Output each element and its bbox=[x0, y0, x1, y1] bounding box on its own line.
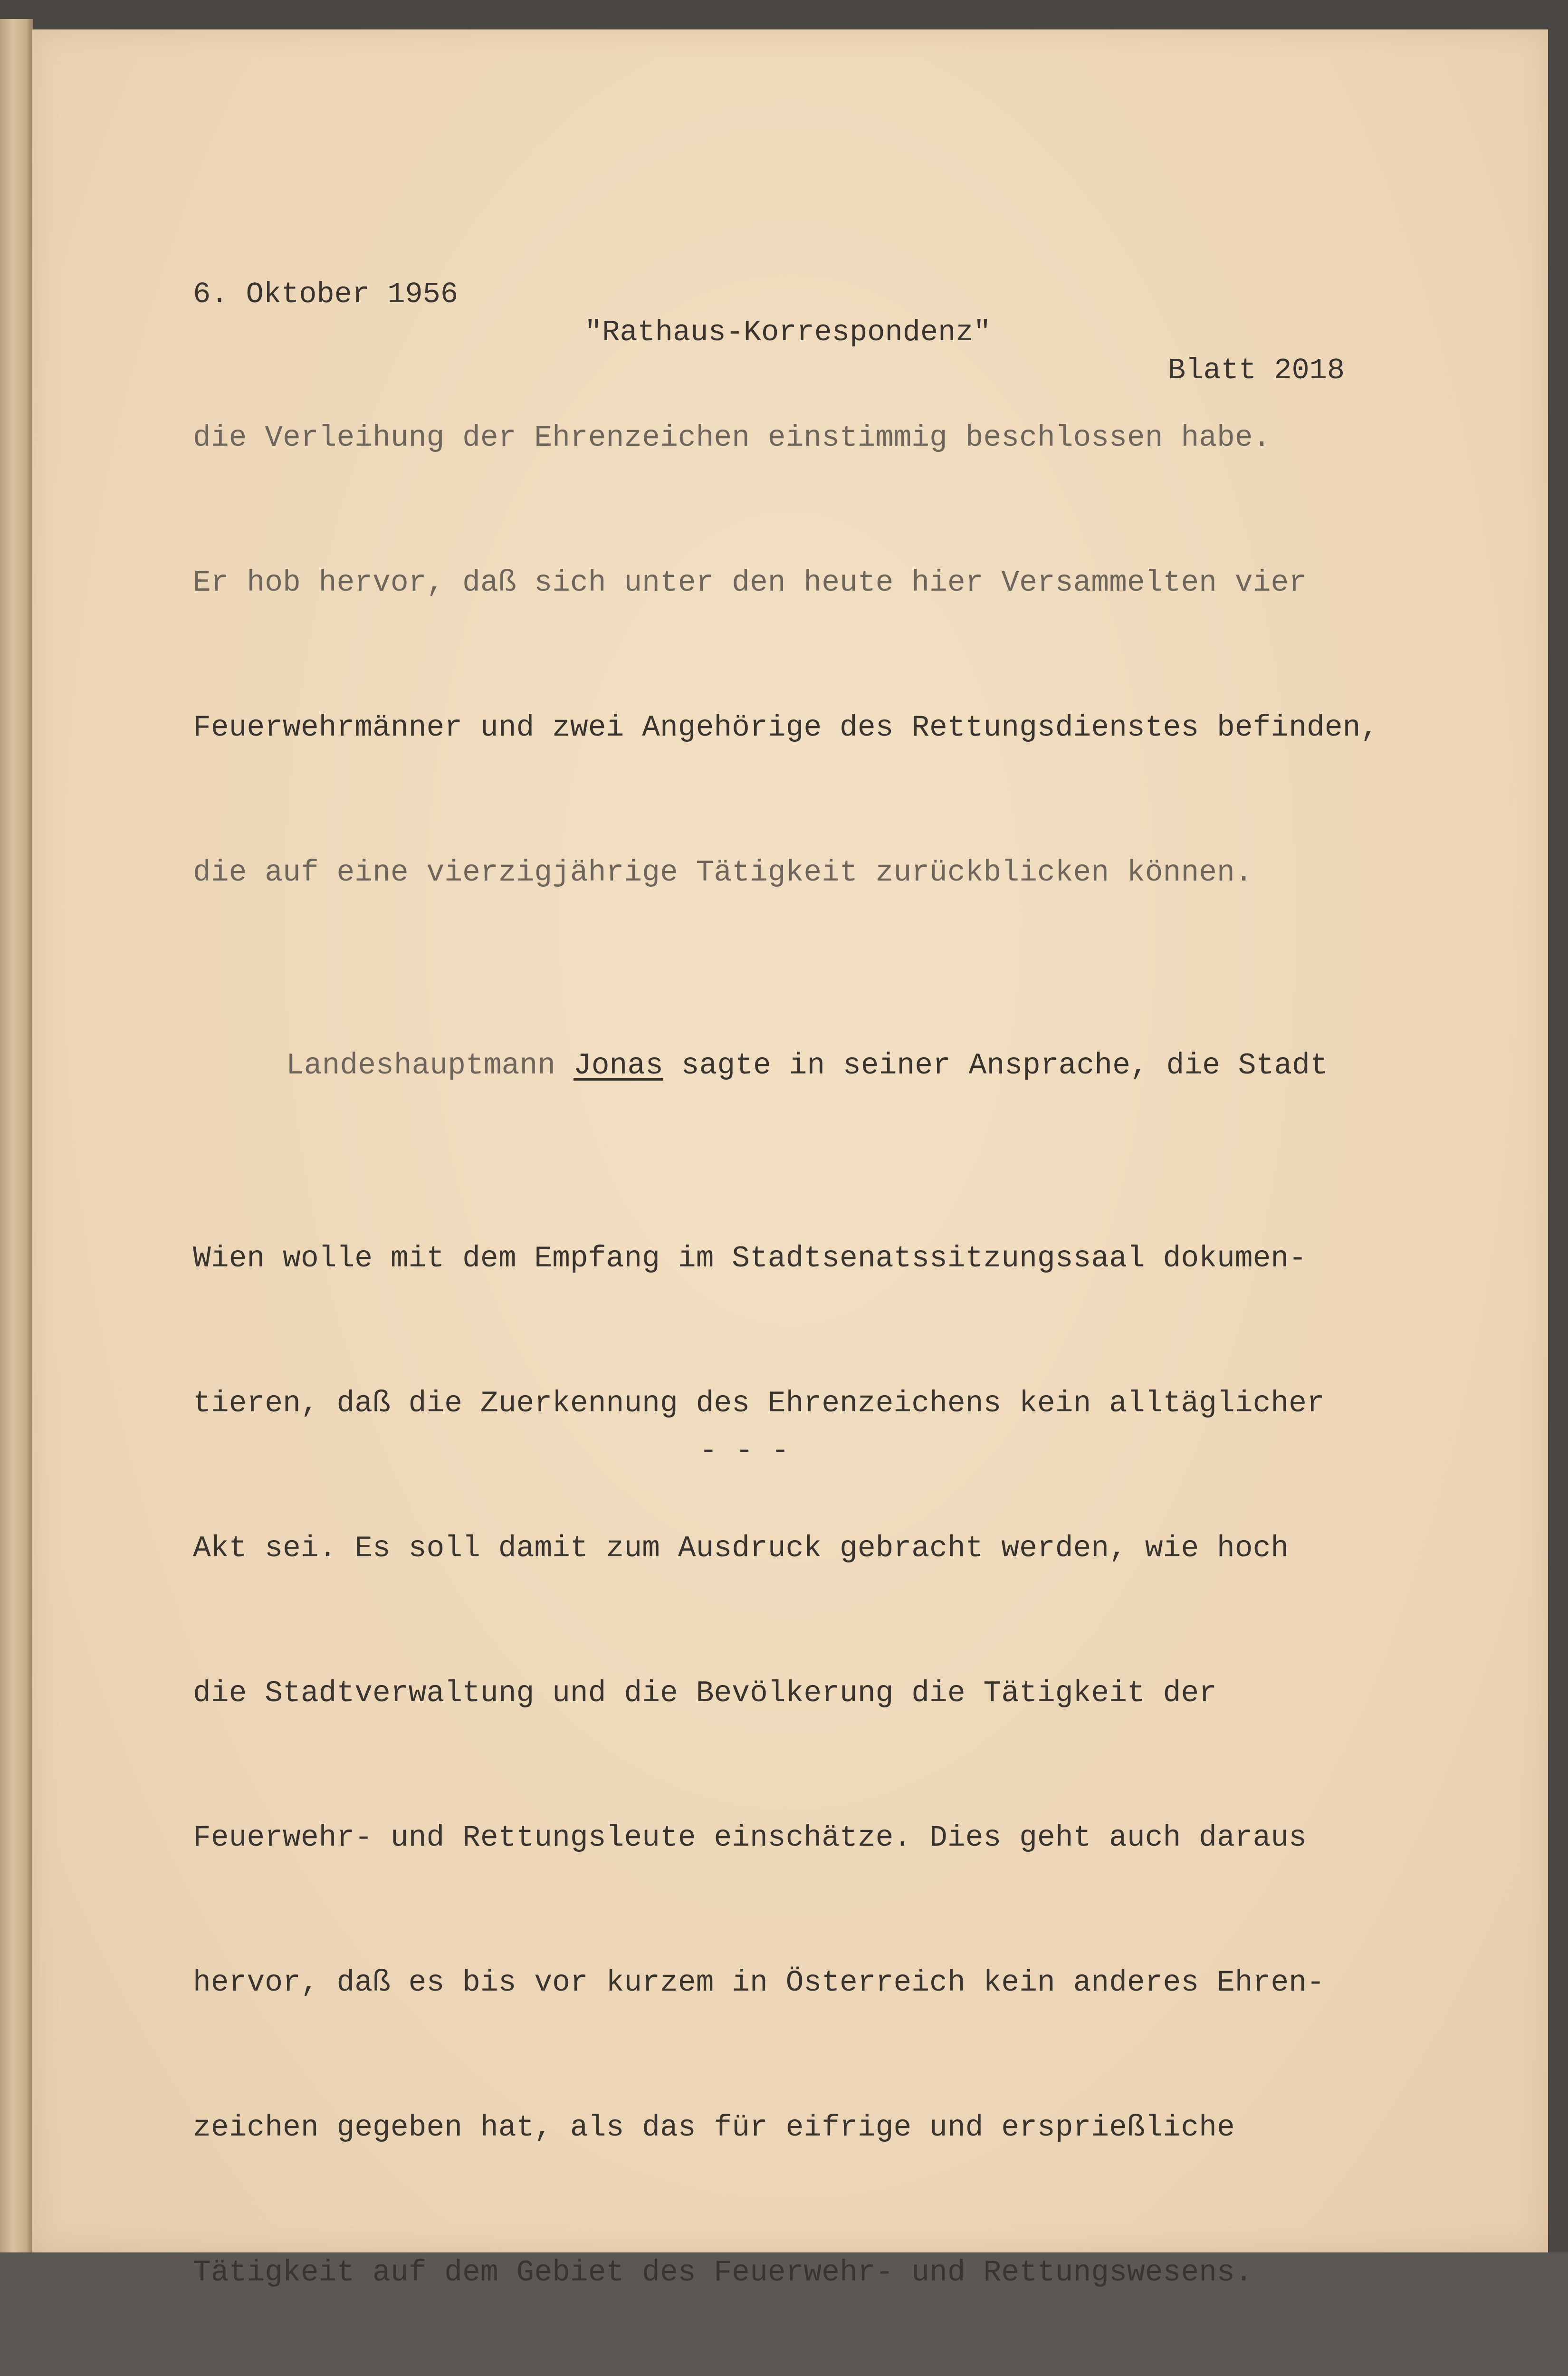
book-edge bbox=[0, 19, 33, 2252]
text-fragment: sagte in seiner Ansprache, die Stadt bbox=[663, 1048, 1328, 1083]
text-line: tieren, daß die Zuerkennung des Ehrenzeichens kein alltäglicher bbox=[193, 1387, 1325, 1421]
text-line: die Stadtverwaltung und die Bevölkerung die Tätigkeit der bbox=[193, 1676, 1217, 1710]
header-title: "Rathaus-Korrespondenz" bbox=[584, 316, 991, 349]
text-line: Akt sei. Es soll damit zum Ausdruck gebracht werden, wie hoch bbox=[193, 1531, 1289, 1565]
header-sheet-number: Blatt 2018 bbox=[1168, 354, 1345, 387]
document-page bbox=[32, 29, 1548, 2290]
text-line: zeichen gegeben hat, als das für eifrige und ersprießliche bbox=[193, 2110, 1235, 2145]
text-line: die Verleihung der Ehrenzeichen einstimmig beschlossen habe. bbox=[193, 421, 1271, 455]
text-line: Tätigkeit auf dem Gebiet des Feuerwehr- und Rettungswesens. bbox=[193, 2255, 1253, 2290]
page-header bbox=[32, 238, 1548, 387]
underlined-name: Jonas bbox=[573, 1048, 663, 1083]
paragraph-start-line bbox=[193, 1042, 1533, 1090]
text-line: Wien wolle mit dem Empfang im Stadtsenatssitzungssaal dokumen- bbox=[193, 1242, 1307, 1276]
text-line: Feuerwehrmänner und zwei Angehörige des Rettungsdienstes befinden, bbox=[193, 710, 1379, 745]
end-mark: - - - bbox=[699, 1434, 790, 1468]
header-date: 6. Oktober 1956 bbox=[193, 278, 459, 311]
text-line: die auf eine vierzigjährige Tätigkeit zurückblicken können. bbox=[193, 855, 1253, 890]
text-fragment: Landeshauptmann bbox=[286, 1048, 574, 1083]
body-text bbox=[193, 317, 1533, 2376]
text-line: Er hob hervor, daß sich unter den heute hier Versammelten vier bbox=[193, 565, 1307, 600]
text-line: hervor, daß es bis vor kurzem in Österreich kein anderes Ehren- bbox=[193, 1966, 1325, 2000]
text-line: Feuerwehr- und Rettungsleute einschätze. Dies geht auch daraus bbox=[193, 1821, 1307, 1855]
